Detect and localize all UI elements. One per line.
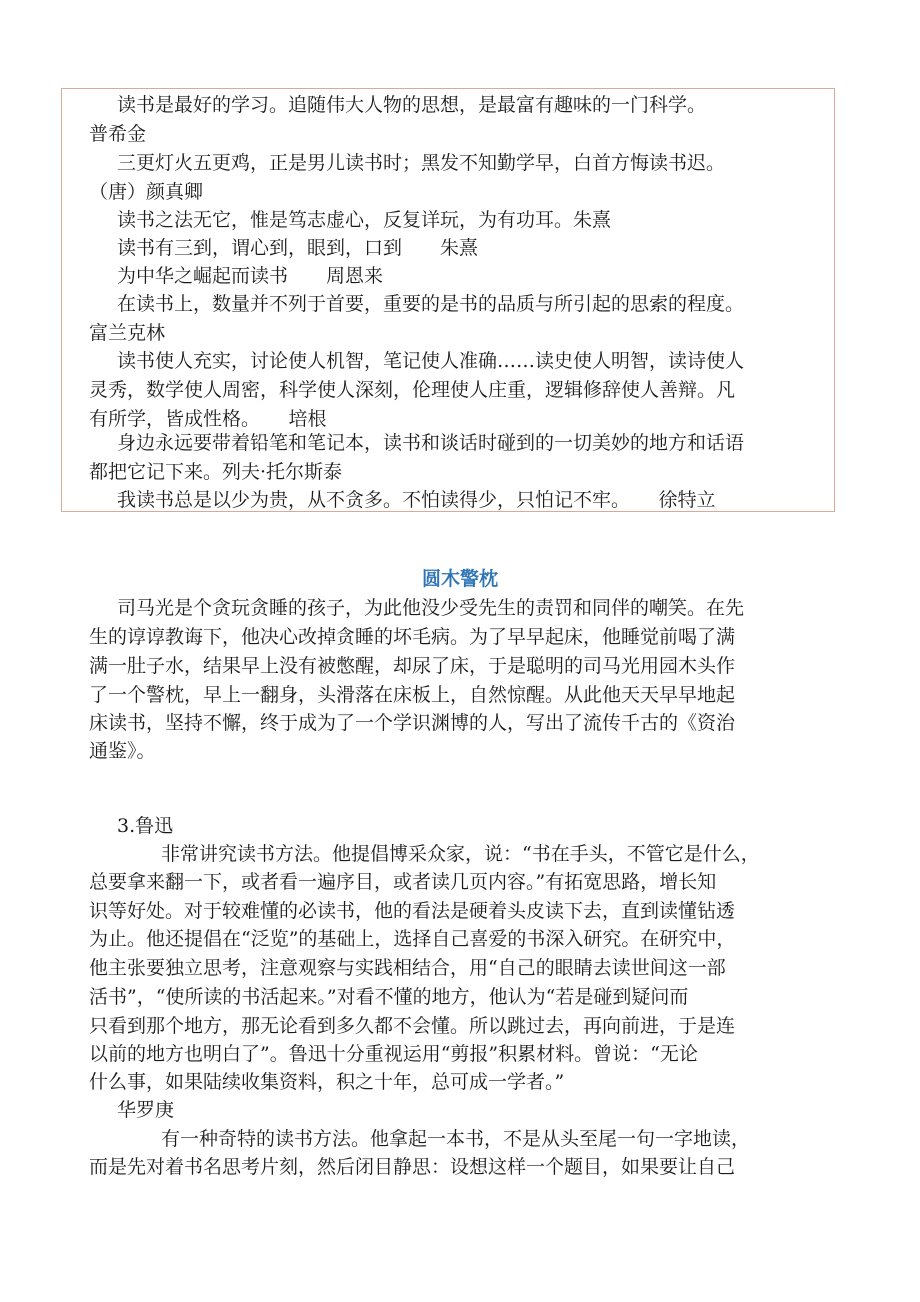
quote-line: 我读书总是以少为贵，从不贪多。不怕读得少，只怕记不牢。 徐特立 [117,489,716,511]
hua-luogeng-line: 有一种奇特的读书方法。他拿起一本书，不是从头至尾一句一字地读， [161,1128,751,1150]
quote-line: 读书使人充实，讨论使人机智，笔记使人准确……读史使人明智，读诗使人 [117,350,745,372]
lu-xun-line: 非常讲究读书方法。他提倡博采众家，说：“书在手头，不管它是什么， [161,843,760,865]
story-line: 生的谆谆教诲下，他决心改掉贪睡的坏毛病。为了早早起床，他睡觉前喝了满 [89,626,736,648]
story-line: 了一个警枕，早上一翻身，头滑落在床板上，自然惊醒。从此他天天早早地起 [89,684,736,706]
story-line: 司马光是个贪玩贪睡的孩子，为此他没少受先生的责罚和同伴的嘲笑。在先 [117,597,745,619]
story-line: 满一肚子水，结果早上没有被憋醒，却尿了床，于是聪明的司马光用园木头作 [89,655,736,677]
quote-line: 灵秀，数学使人周密，科学使人深刻，伦理使人庄重，逻辑修辞使人善辩。凡 [89,379,736,401]
story-line: 通鉴》。 [89,740,156,762]
lu-xun-line: 以前的地方也明白了”。鲁迅十分重视运用“剪报”积累材料。曾说：“无论 [89,1043,698,1065]
quote-line: 在读书上，数量并不列于首要，重要的是书的品质与所引起的思索的程度。 [117,293,745,315]
quote-line: 身边永远要带着铅笔和笔记本，读书和谈话时碰到的一切美妙的地方和话语 [117,432,745,454]
lu-xun-line: 他主张要独立思考，注意观察与实践相结合，用“自己的眼睛去读世间这一部 [89,957,726,979]
lu-xun-line: 什么事，如果陆续收集资料，积之十年，总可成一学者。” [89,1071,565,1093]
story-line: 床读书，坚持不懈，终于成为了一个学识渊博的人，写出了流传千古的《资治 [89,712,736,734]
quote-line: 都把它记下来。列夫·托尔斯泰 [89,461,343,483]
section-heading-hua-luogeng: 华罗庚 [117,1099,175,1121]
quote-author: （唐）颜真卿 [89,181,204,203]
quote-line: 读书是最好的学习。追随伟大人物的思想，是最富有趣味的一门科学。 [117,94,707,116]
hua-luogeng-line: 而是先对着书名思考片刻，然后闭目静思：设想这样一个题目，如果要让自己 [89,1156,736,1178]
quote-author: 普希金 [89,123,147,145]
quote-line: 读书之法无它，惟是笃志虚心，反复详玩，为有功耳。朱熹 [117,209,612,231]
lu-xun-line: 识等好处。对于较难懂的必读书，他的看法是硬着头皮读下去，直到读懂钻透 [89,900,736,922]
lu-xun-line: 活书”，“使所读的书活起来。”对看不懂的地方，他认为“若是碰到疑问而 [89,986,689,1008]
quote-author: 富兰克林 [89,322,166,344]
lu-xun-line: 总要拿来翻一下，或者看一遍序目，或者读几页内容。”有拓宽思路，增长知 [89,871,717,893]
quote-line: 三更灯火五更鸡，正是男儿读书时；黑发不知勤学早，白首方悔读书迟。 [117,152,726,174]
story-title: 圆木警枕 [421,568,498,590]
section-heading-lu-xun: 3.鲁迅 [117,815,174,837]
lu-xun-line: 为止。他还提倡在“泛览”的基础上，选择自己喜爱的书深入研究。在研究中， [89,928,736,950]
quote-line: 为中华之崛起而读书 周恩来 [117,265,384,287]
quote-line: 读书有三到，谓心到，眼到，口到 朱熹 [117,237,479,259]
lu-xun-line: 只看到那个地方，那无论看到多久都不会懂。所以跳过去，再向前进，于是连 [89,1015,736,1037]
quote-line: 有所学，皆成性格。 培根 [89,408,327,430]
